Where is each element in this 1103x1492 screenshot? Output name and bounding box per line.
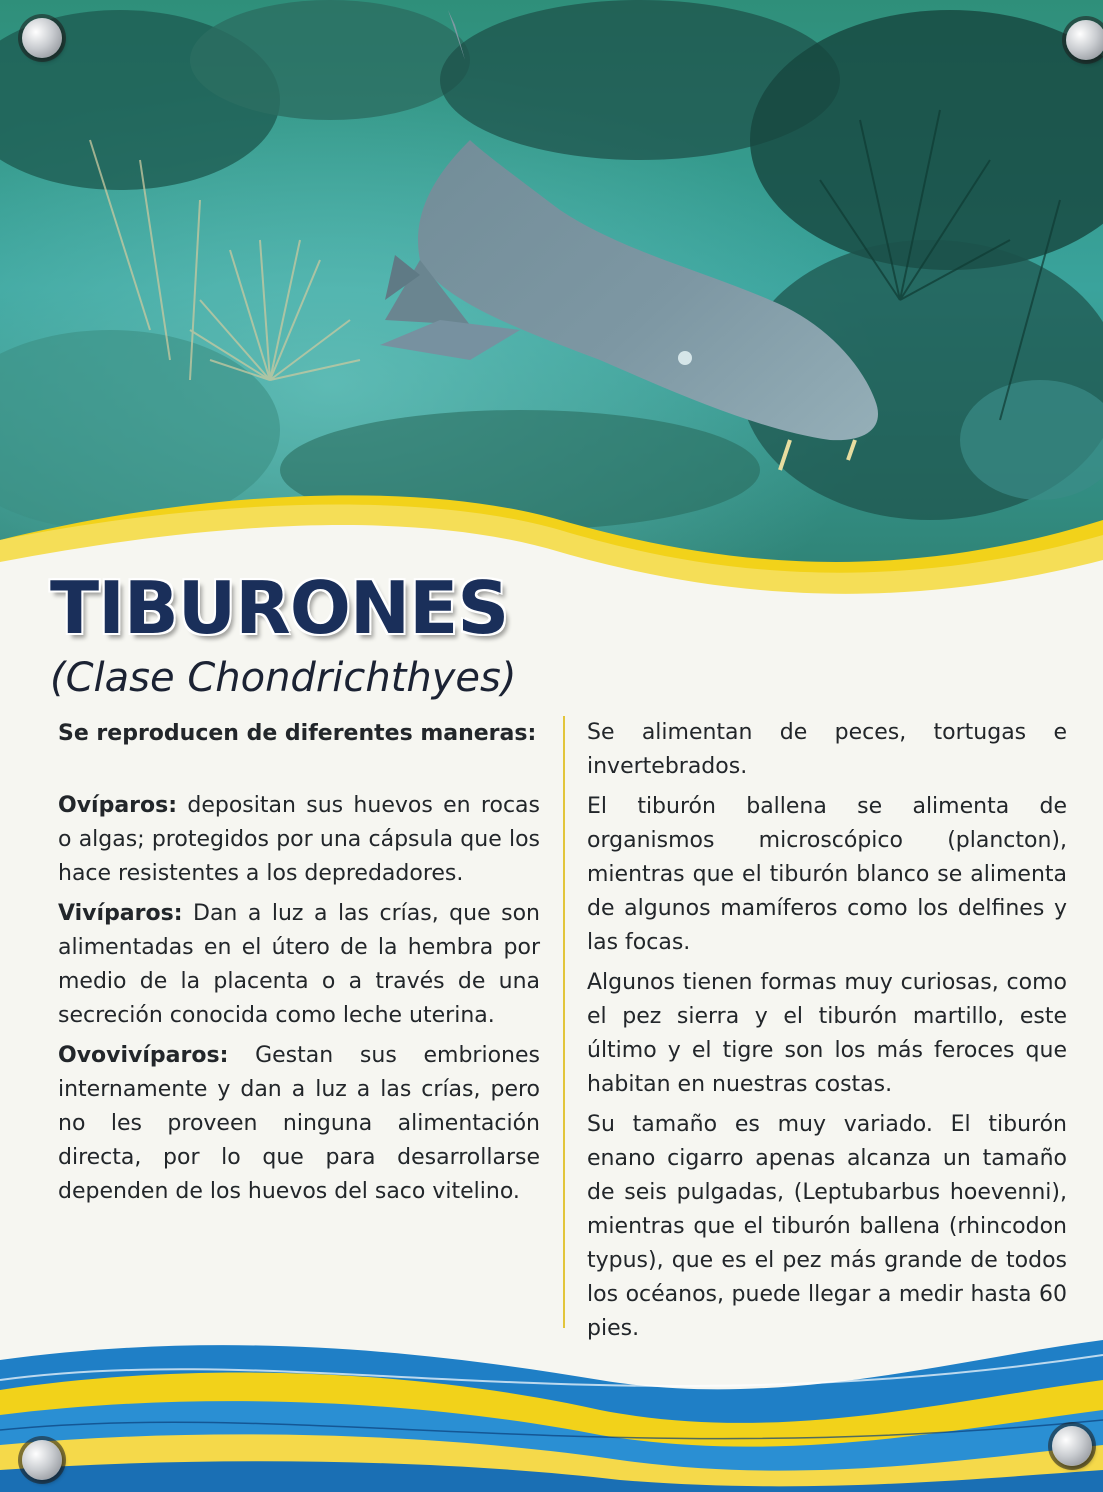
mounting-bolt-bottom-right bbox=[1052, 1426, 1092, 1466]
text-viviparos: Dan a luz a las crías, que son alimentadas en el útero de la hembra por medio de la placenta o a través de una secreción conocida como leche uterina. bbox=[58, 901, 540, 1028]
mounting-bolt-bottom-left bbox=[22, 1440, 62, 1480]
column-divider bbox=[563, 716, 565, 1328]
paragraph-tiburon-ballena: El tiburón ballena se alimenta de organismos microscópico (plancton), mientras que el tiburón blanco se alimenta de algunos mamíferos como los delfines y las focas. bbox=[587, 794, 1067, 955]
left-column-lead: Se reproducen de diferentes maneras: bbox=[58, 721, 537, 746]
term-ovoviviparos: Ovovivíparos: bbox=[58, 1043, 229, 1068]
paragraph-tamano: Su tamaño es muy variado. El tiburón enano cigarro apenas alcanza un tamaño de seis pulgadas, (Leptubarbus hoevenni), mientras que el tiburón ballena (rhincodon typus), que es el pez más grande de todos los océanos, puede llegar a medir hasta 60 pies. bbox=[587, 1112, 1067, 1341]
left-column bbox=[58, 717, 540, 1215]
paragraph-oviparos bbox=[58, 789, 540, 891]
mounting-bolt-top-right bbox=[1066, 20, 1103, 60]
paragraph-formas-curiosas: Algunos tienen formas muy curiosas, como el pez sierra y el tiburón martillo, este último y el tigre son los más feroces que habitan en nuestras costas. bbox=[587, 970, 1067, 1097]
mounting-bolt-top-left bbox=[22, 18, 62, 58]
text-oviparos: depositan sus huevos en rocas o algas; protegidos por una cápsula que los hace resistentes a los depredadores. bbox=[58, 793, 540, 886]
term-viviparos: Vivíparos: bbox=[58, 901, 183, 926]
right-column bbox=[587, 716, 1067, 1352]
paragraph-ovoviviparos bbox=[58, 1039, 540, 1209]
page-subtitle: (Clase Chondrichthyes) bbox=[50, 655, 517, 701]
term-oviparos: Ovíparos: bbox=[58, 793, 178, 818]
paragraph-alimentacion: Se alimentan de peces, tortugas e invertebrados. bbox=[587, 720, 1067, 779]
text-ovoviviparos: Gestan sus embriones internamente y dan a luz a las crías, pero no les proveen ninguna alimentación directa, por lo que para desarrollarse dependen de los huevos del saco vitelino. bbox=[58, 1043, 540, 1204]
paragraph-viviparos bbox=[58, 897, 540, 1033]
footer-wave-band bbox=[0, 1320, 1103, 1492]
page-title: TIBURONES bbox=[50, 566, 509, 650]
